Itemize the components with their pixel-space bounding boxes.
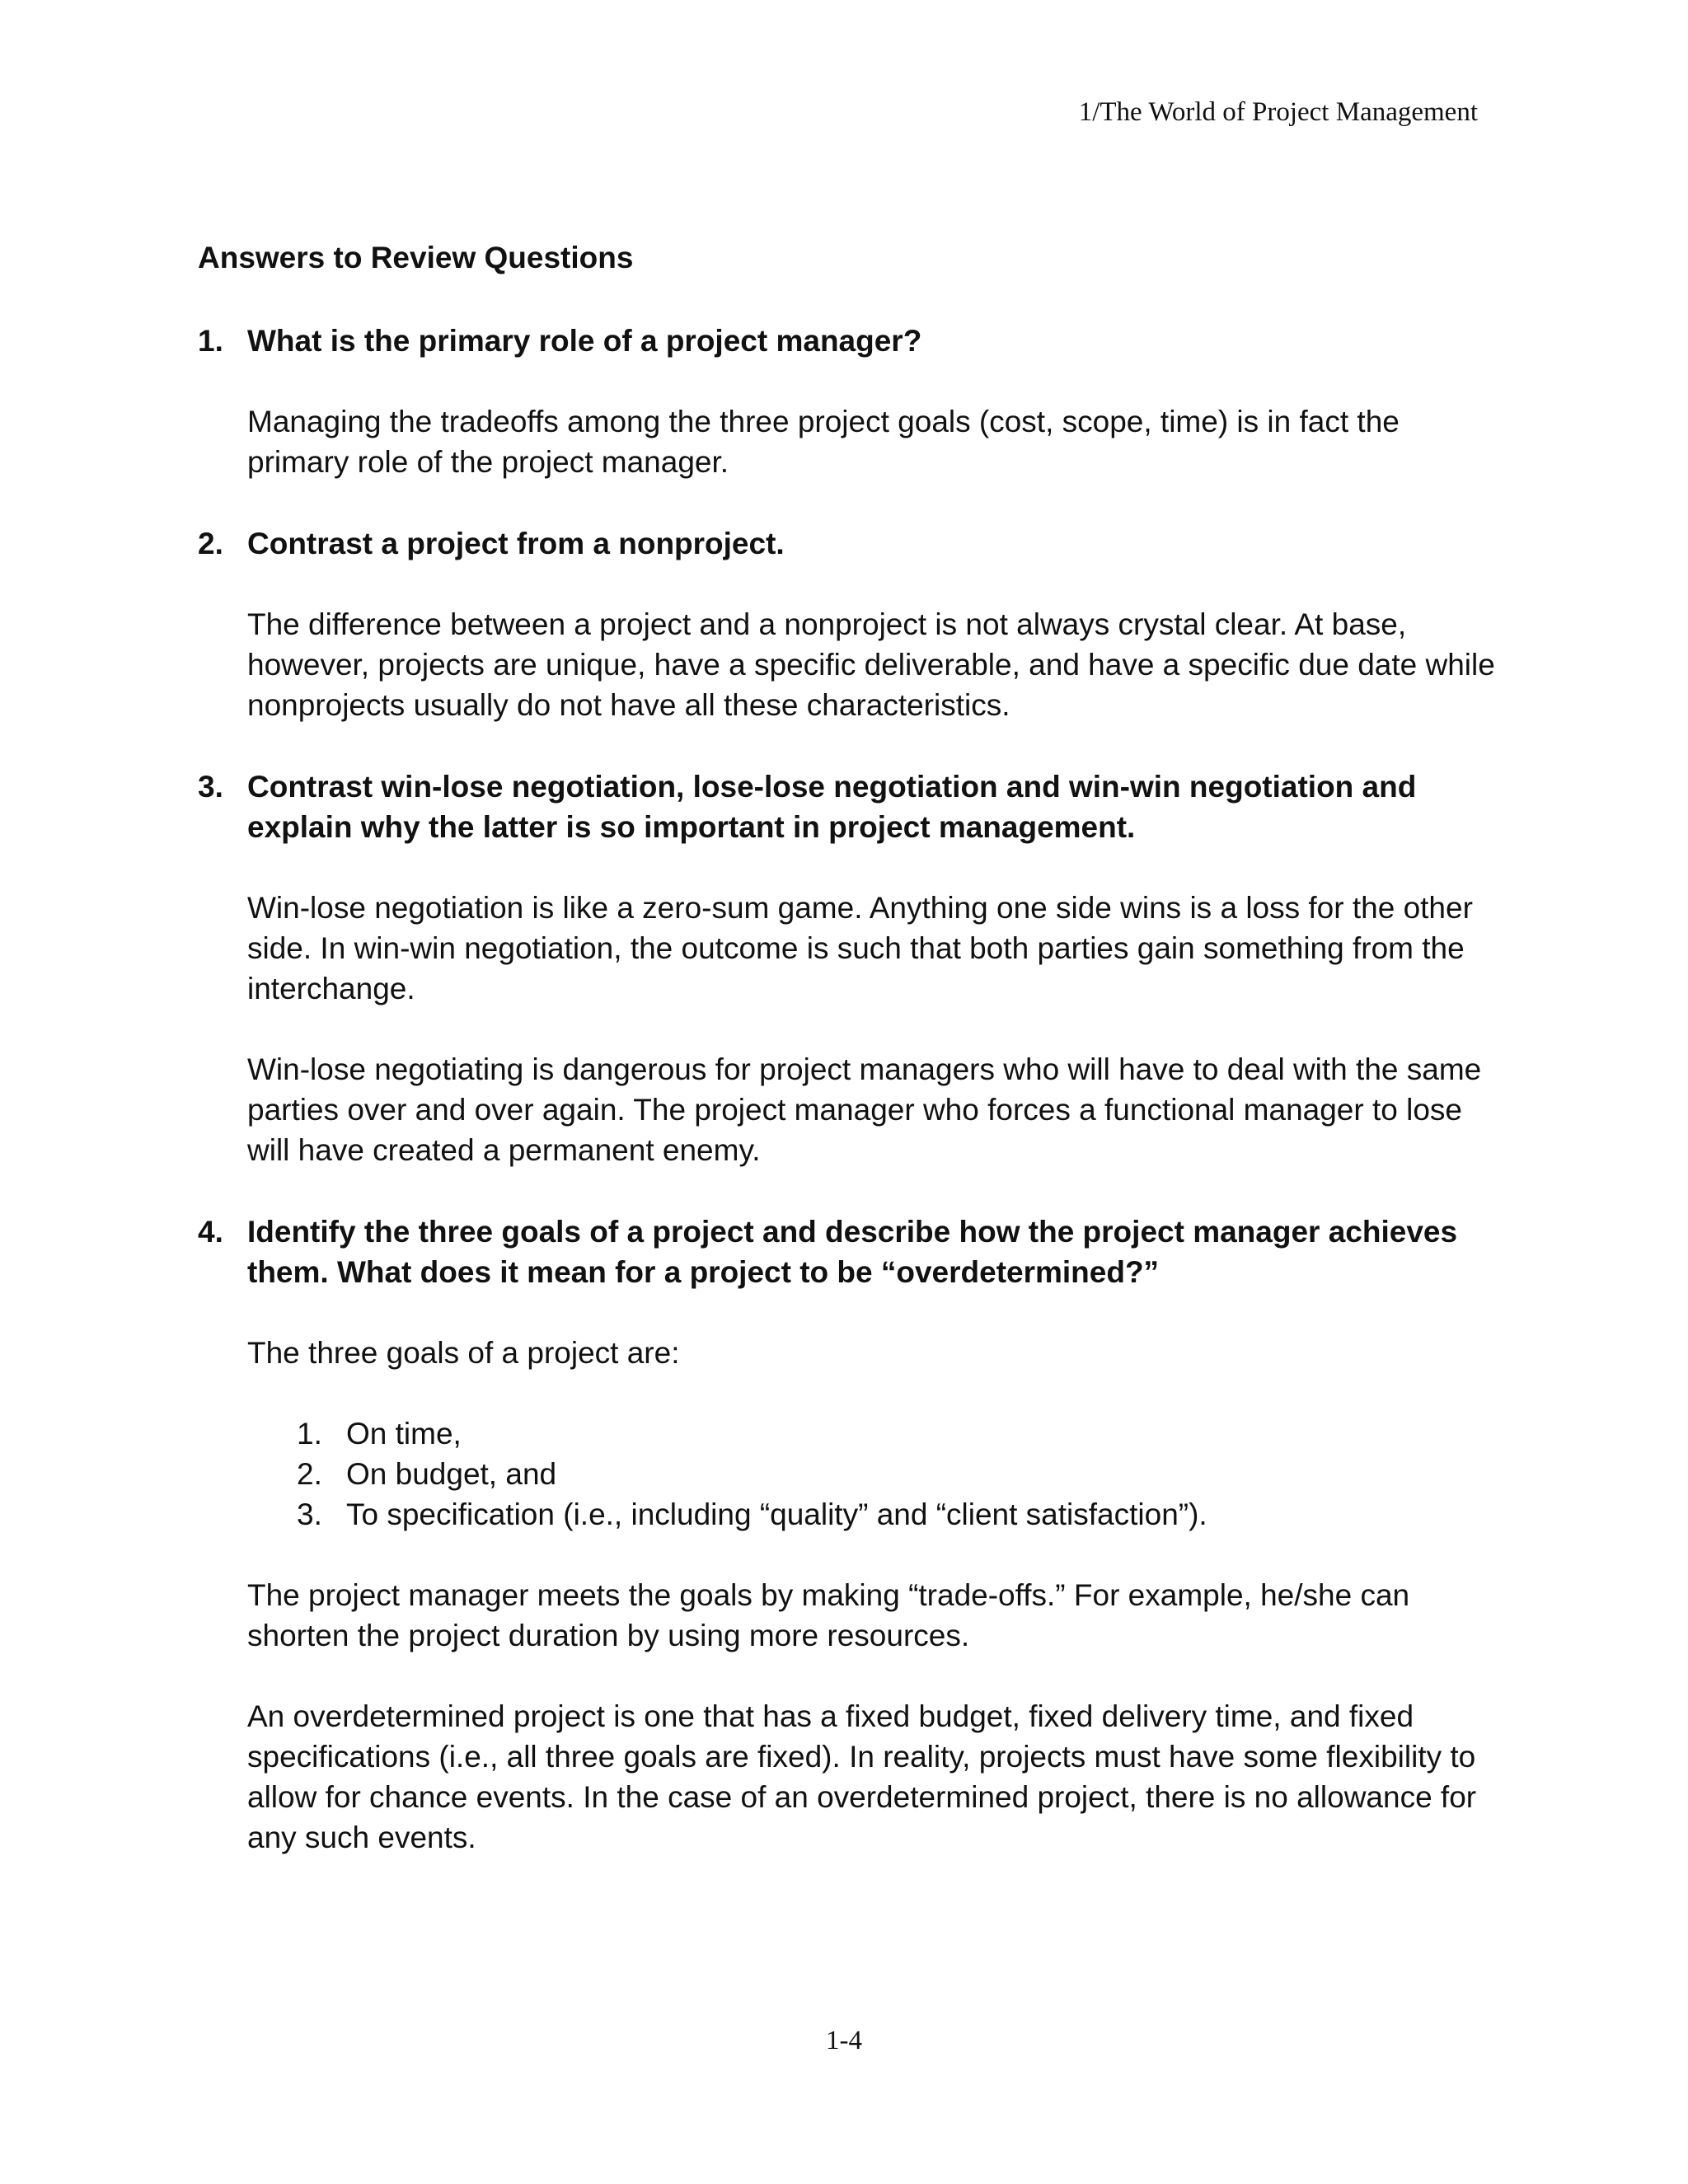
review-question-3 [198,766,1500,1170]
page-number: 1-4 [826,2026,862,2055]
list-item [297,1413,1500,1454]
question-number: 3. [198,770,223,804]
answer-paragraph: Win-lose negotiating is dangerous for project managers who will have to deal with the same parties over and over again. The project manager who forces a functional manager to lose will have created a permanent enemy. [247,1052,1482,1167]
goals-list [247,1413,1500,1535]
question-text: Contrast a project from a nonproject. [247,527,785,560]
review-question-2 [198,523,1500,725]
answer-intro: The three goals of a project are: [247,1336,680,1370]
question-heading [198,766,1500,847]
list-item-text: On time, [346,1417,462,1451]
answer-paragraph: Win-lose negotiation is like a zero-sum game. Anything one side wins is a loss for the other side. In win-win negotiation, the outcome is such that both parties gain something from the interchange. [247,891,1473,1005]
document-body [198,237,1500,1899]
list-item-text: To specification (i.e., including “quality” and “client satisfaction”). [346,1497,1207,1531]
list-item-number: 1. [297,1417,322,1451]
answer-paragraph: The project manager meets the goals by making “trade-offs.” For example, he/she can shorten the project duration by using more resources. [247,1578,1410,1652]
question-number: 4. [198,1215,223,1249]
list-item [297,1494,1500,1535]
question-number: 1. [198,324,223,358]
list-item-number: 3. [297,1497,322,1531]
question-text: Contrast win-lose negotiation, lose-lose negotiation and win-win negotiation and explain why the latter is so important in project management. [247,770,1417,844]
answer-block [247,888,1500,1170]
review-question-1 [198,321,1500,482]
list-item [297,1454,1500,1494]
review-question-4 [198,1212,1500,1858]
question-text: What is the primary role of a project manager? [247,324,922,358]
answer-block [247,1333,1500,1858]
question-heading [198,1212,1500,1292]
answer-paragraph: Managing the tradeoffs among the three project goals (cost, scope, time) is in fact the primary role of the project manager. [247,405,1400,479]
question-heading [198,523,1500,564]
answer-block [247,604,1500,725]
answer-block [247,401,1500,482]
question-number: 2. [198,527,223,560]
question-text: Identify the three goals of a project and describe how the project manager achieves them. What does it mean for a project to be “overdetermined?” [247,1215,1458,1289]
answer-paragraph: The difference between a project and a nonproject is not always crystal clear. At base, however, projects are unique, have a specific deliverable, and have a specific due date while nonprojects usually do not have all these characteristics. [247,607,1495,722]
question-heading [198,321,1500,361]
list-item-number: 2. [297,1457,322,1491]
running-header: 1/The World of Project Management [1078,97,1478,127]
section-title: Answers to Review Questions [198,241,634,274]
answer-paragraph: An overdetermined project is one that has a fixed budget, fixed delivery time, and fixed specifications (i.e., all three goals are fixed). In reality, projects must have some flexibility to allow for chance events. In the case of an overdetermined project, there is no allowance for any such events. [247,1699,1477,1854]
list-item-text: On budget, and [346,1457,557,1491]
